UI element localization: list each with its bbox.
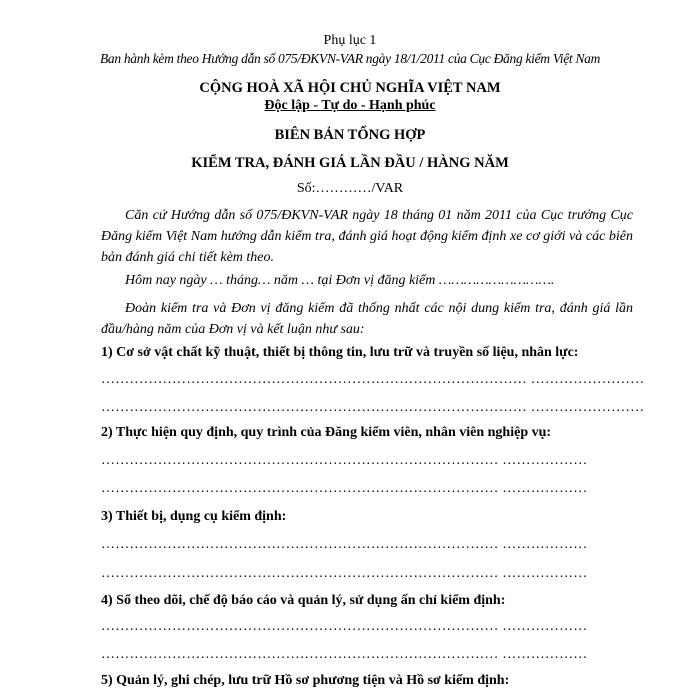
section-4-blank-line-1: ………………………………………………………………………… ……………… xyxy=(101,619,588,634)
section-3-blank-line-2: ………………………………………………………………………… ……………… xyxy=(101,566,588,581)
section-2-blank-line-1: ………………………………………………………………………… ……………… xyxy=(101,453,588,468)
republic-title: CỘNG HOÀ XÃ HỘI CHỦ NGHĨA VIỆT NAM xyxy=(199,80,501,96)
section-3-blank-line-1: ………………………………………………………………………… ……………… xyxy=(101,537,588,552)
basis-paragraph: Căn cứ Hướng dẫn số 075/ĐKVN-VAR ngày 18 tháng 01 năm 2011 của Cục trưởng Cục Đăng kiểm Việt Nam hướng dẫn kiểm tra, đánh giá hoạt động kiểm định xe cơ giới và các biên bản đánh giá chi tiết kèm theo. xyxy=(101,208,633,265)
agreement-paragraph: Đoàn kiểm tra và Đơn vị đăng kiểm đã thống nhất các nội dung kiểm tra, đánh giá lần đầu/hàng năm của Đơn vị và kết luận như sau: xyxy=(101,301,633,337)
section-1-heading: 1) Cơ sở vật chất kỹ thuật, thiết bị thông tin, lưu trữ và truyền số liệu, nhân lực: xyxy=(101,345,579,360)
section-4-heading: 4) Sổ theo dõi, chế độ báo cáo và quản lý, sử dụng ấn chỉ kiểm định: xyxy=(101,593,506,608)
section-1-blank-line-2: ……………………………………………………………………………… …………………… xyxy=(101,400,645,415)
date-place-line: Hôm nay ngày … tháng… năm … tại Đơn vị đăng kiểm ………………………. xyxy=(125,273,555,288)
issued-with-note: Ban hành kèm theo Hướng dẫn số 075/ĐKVN-VAR ngày 18/1/2011 của Cục Đăng kiểm Việt Nam xyxy=(99,51,601,66)
section-3-heading: 3) Thiết bị, dụng cụ kiểm định: xyxy=(101,509,287,524)
section-5-heading: 5) Quản lý, ghi chép, lưu trữ Hồ sơ phương tiện và Hồ sơ kiểm định: xyxy=(101,673,510,688)
section-4-blank-line-2: ………………………………………………………………………… ……………… xyxy=(101,647,588,662)
document-subtitle: KIỂM TRA, ĐÁNH GIÁ LẦN ĐẦU / HÀNG NĂM xyxy=(191,155,509,171)
appendix-label: Phụ lục 1 xyxy=(323,33,377,48)
document-number: Số:…………/VAR xyxy=(296,181,404,196)
motto: Độc lập - Tự do - Hạnh phúc xyxy=(264,98,436,113)
section-2-blank-line-2: ………………………………………………………………………… ……………… xyxy=(101,481,588,496)
section-1-blank-line-1: ……………………………………………………………………………… …………………… xyxy=(101,372,645,387)
section-2-heading: 2) Thực hiện quy định, quy trình của Đăng kiểm viên, nhân viên nghiệp vụ: xyxy=(101,425,552,440)
document-title: BIÊN BẢN TỔNG HỢP xyxy=(274,127,426,143)
